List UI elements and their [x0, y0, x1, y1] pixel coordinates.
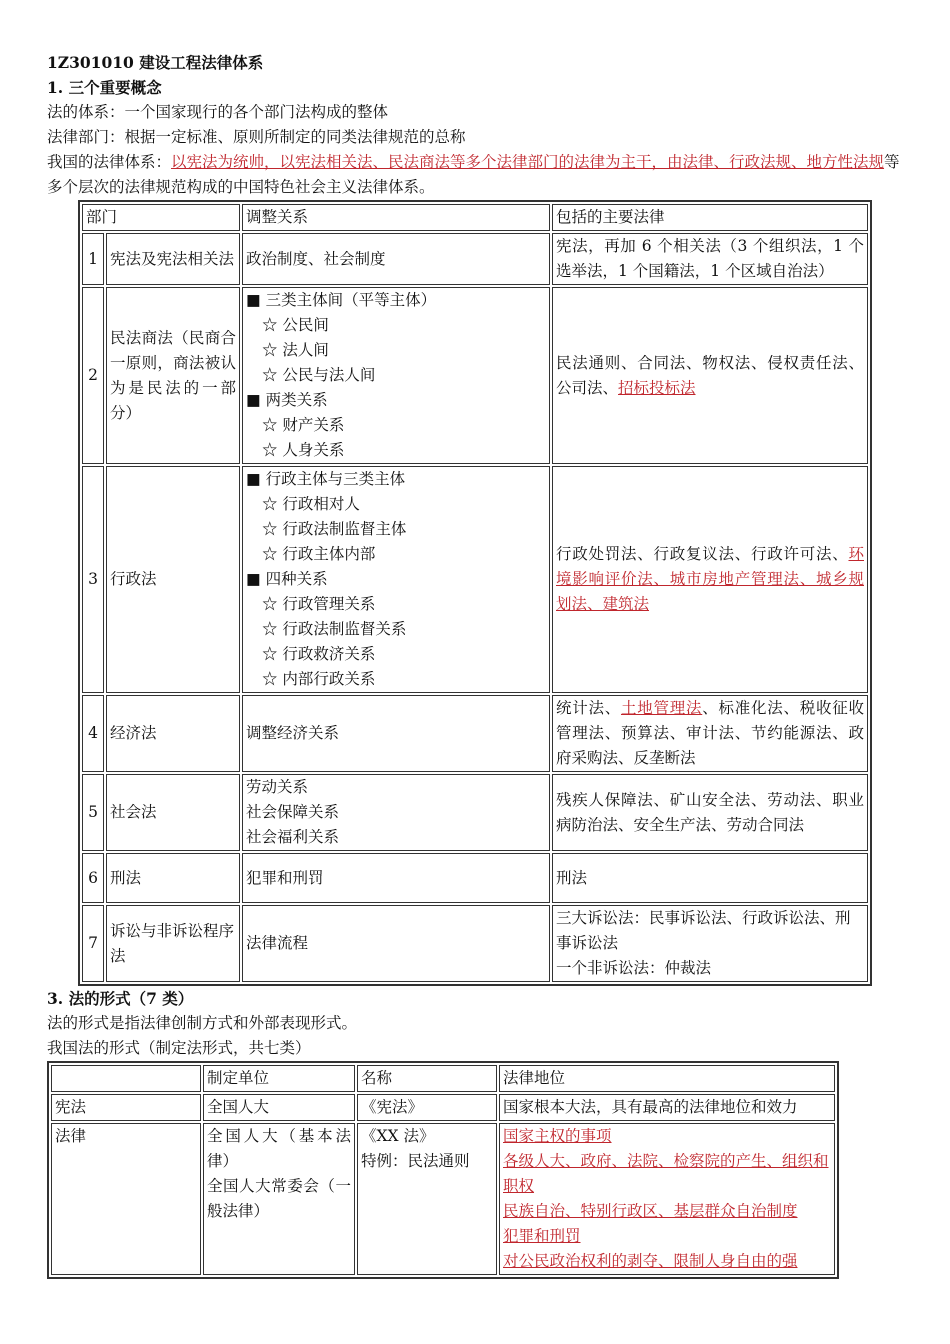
relation-line: 社会保障关系	[246, 803, 340, 821]
row-number: 1	[82, 233, 104, 285]
laws-text: 民法通则、合同法、物权法、侵权责任法、公司法、	[556, 353, 864, 397]
laws-cell	[552, 905, 868, 982]
table-row	[82, 233, 868, 285]
relation-cell: 调整经济关系	[242, 695, 550, 772]
relation-line: ☆ 法人间	[262, 341, 329, 359]
laws-text: 、标准化法、税收征收管理法、预算法、审计法、节约能源法、政府采购法、反垄断法	[556, 699, 864, 767]
name-line: 《XX 法》	[361, 1127, 435, 1145]
relation-line: ☆ 行政管理关系	[262, 595, 376, 613]
maker-line: 全国人大常委会（一般法律）	[207, 1177, 351, 1220]
relation-line: ☆ 财产关系	[262, 416, 345, 434]
type-cell: 宪法	[51, 1094, 201, 1121]
relation-line: ■ 四种关系	[246, 570, 328, 588]
form-cn: 我国法的形式（制定法形式，共七类）	[47, 1039, 311, 1057]
table-row	[82, 905, 868, 982]
table-header-row	[82, 204, 868, 231]
header-laws: 包括的主要法律	[552, 204, 868, 231]
dept-cell: 诉讼与非诉讼程序法	[106, 905, 240, 982]
legal-form-table	[47, 1061, 839, 1279]
cn-system-prefix: 我国的法律体系：	[47, 153, 172, 171]
maker-cell: 全国人大	[203, 1094, 355, 1121]
concepts-heading: 1. 三个重要概念	[47, 78, 162, 97]
form-definition: 法的形式是指法律创制方式和外部表现形式。	[47, 1014, 358, 1032]
laws-highlight: 环境影响评价法、城市房地产管理法、城乡规划法、建筑法	[556, 545, 864, 613]
table-row	[82, 774, 868, 851]
laws-highlight: 招标投标法	[618, 378, 696, 397]
dept-cell: 经济法	[106, 695, 240, 772]
table-row	[82, 853, 868, 903]
relation-line: ■ 三类主体间（平等主体）	[246, 291, 437, 309]
maker-line: 全国人大（基本法律）	[207, 1127, 351, 1170]
relation-line: ☆ 人身关系	[262, 441, 345, 459]
name-cell: 《宪法》	[357, 1094, 497, 1121]
header-dept: 部门	[82, 204, 240, 231]
dept-cell: 宪法及宪法相关法	[106, 233, 240, 285]
relation-cell	[242, 287, 550, 464]
dept-cell: 社会法	[106, 774, 240, 851]
dept-cell: 刑法	[106, 853, 240, 903]
row-number: 6	[82, 853, 104, 903]
def-legal-department: 法律部门：根据一定标准、原则所制定的同类法律规范的总称	[47, 128, 466, 146]
header-maker: 制定单位	[203, 1065, 355, 1092]
laws-text: 行政处罚法、行政复议法、行政许可法、	[556, 545, 849, 563]
row-number: 2	[82, 287, 104, 464]
dept-cell: 民法商法（民商合一原则，商法被认为是民法的一部分）	[106, 287, 240, 464]
laws-cell: 残疾人保障法、矿山安全法、劳动法、职业病防治法、安全生产法、劳动合同法	[552, 774, 868, 851]
status-line: 国家主权的事项	[503, 1127, 612, 1145]
laws-text: 统计法、	[556, 699, 621, 717]
relation-cell: 政治制度、社会制度	[242, 233, 550, 285]
laws-cell	[552, 287, 868, 464]
relation-cell	[242, 466, 550, 693]
type-cell: 法律	[51, 1123, 201, 1275]
status-cell	[499, 1123, 835, 1275]
row-number: 7	[82, 905, 104, 982]
header-status: 法律地位	[499, 1065, 835, 1092]
relation-line: ☆ 行政相对人	[262, 495, 360, 513]
table-row	[51, 1123, 835, 1275]
status-line: 民族自治、特别行政区、基层群众自治制度	[503, 1202, 798, 1220]
laws-line: 三大诉讼法：民事诉讼法、行政诉讼法、刑事诉讼法	[556, 909, 851, 952]
relation-line: 劳动关系	[246, 778, 309, 796]
relation-line: ■ 行政主体与三类主体	[246, 470, 406, 488]
cn-legal-system-paragraph	[47, 150, 907, 200]
table-header-row	[51, 1065, 835, 1092]
section-heading: 1Z301010 建设工程法律体系	[47, 53, 264, 72]
laws-cell	[552, 695, 868, 772]
dept-cell: 行政法	[106, 466, 240, 693]
relation-line: ■ 两类关系	[246, 391, 328, 409]
table-row	[51, 1094, 835, 1121]
laws-cell: 宪法，再加 6 个相关法（3 个组织法，1 个选举法，1 个国籍法，1 个区域自治法）	[552, 233, 868, 285]
relation-line: ☆ 公民与法人间	[262, 366, 376, 384]
relation-cell: 法律流程	[242, 905, 550, 982]
laws-highlight: 土地管理法	[621, 699, 703, 717]
laws-cell	[552, 466, 868, 693]
laws-cell: 刑法	[552, 853, 868, 903]
table-row	[82, 287, 868, 464]
table-row	[82, 466, 868, 693]
status-line: 对公民政治权利的剥夺、限制人身自由的强	[503, 1252, 798, 1270]
table-row	[82, 695, 868, 772]
status-cell: 国家根本大法，具有最高的法律地位和效力	[499, 1094, 835, 1121]
status-line: 各级人大、政府、法院、检察院的产生、组织和职权	[503, 1152, 829, 1195]
row-number: 5	[82, 774, 104, 851]
laws-line: 一个非诉讼法：仲裁法	[556, 959, 712, 977]
relation-cell	[242, 774, 550, 851]
relation-line: ☆ 内部行政关系	[262, 670, 376, 688]
relation-line: ☆ 行政法制监督关系	[262, 620, 407, 638]
header-relation: 调整关系	[242, 204, 550, 231]
legal-department-table	[78, 200, 872, 986]
header-name: 名称	[357, 1065, 497, 1092]
def-legal-system: 法的体系：一个国家现行的各个部门法构成的整体	[47, 103, 389, 121]
row-number: 4	[82, 695, 104, 772]
forms-heading: 3. 法的形式（7 类）	[47, 989, 194, 1008]
name-cell	[357, 1123, 497, 1275]
cn-system-suffix: 等多个层次的法律规范构成的中国特色社会主义法律体系。	[47, 153, 900, 196]
relation-line: ☆ 行政主体内部	[262, 545, 376, 563]
name-line: 特例：民法通则	[361, 1152, 470, 1170]
status-line: 犯罪和刑罚	[503, 1227, 581, 1245]
cn-system-highlight: 以宪法为统帅，以宪法相关法、民法商法等多个法律部门的法律为主干，由法律、行政法规、地方性法规	[171, 153, 885, 171]
relation-cell: 犯罪和刑罚	[242, 853, 550, 903]
relation-line: ☆ 行政救济关系	[262, 645, 376, 663]
relation-line: 社会福利关系	[246, 828, 340, 846]
row-number: 3	[82, 466, 104, 693]
document-page	[47, 50, 907, 1279]
relation-line: ☆ 行政法制监督主体	[262, 520, 407, 538]
header-type	[51, 1065, 201, 1092]
relation-line: ☆ 公民间	[262, 316, 329, 334]
maker-cell	[203, 1123, 355, 1275]
